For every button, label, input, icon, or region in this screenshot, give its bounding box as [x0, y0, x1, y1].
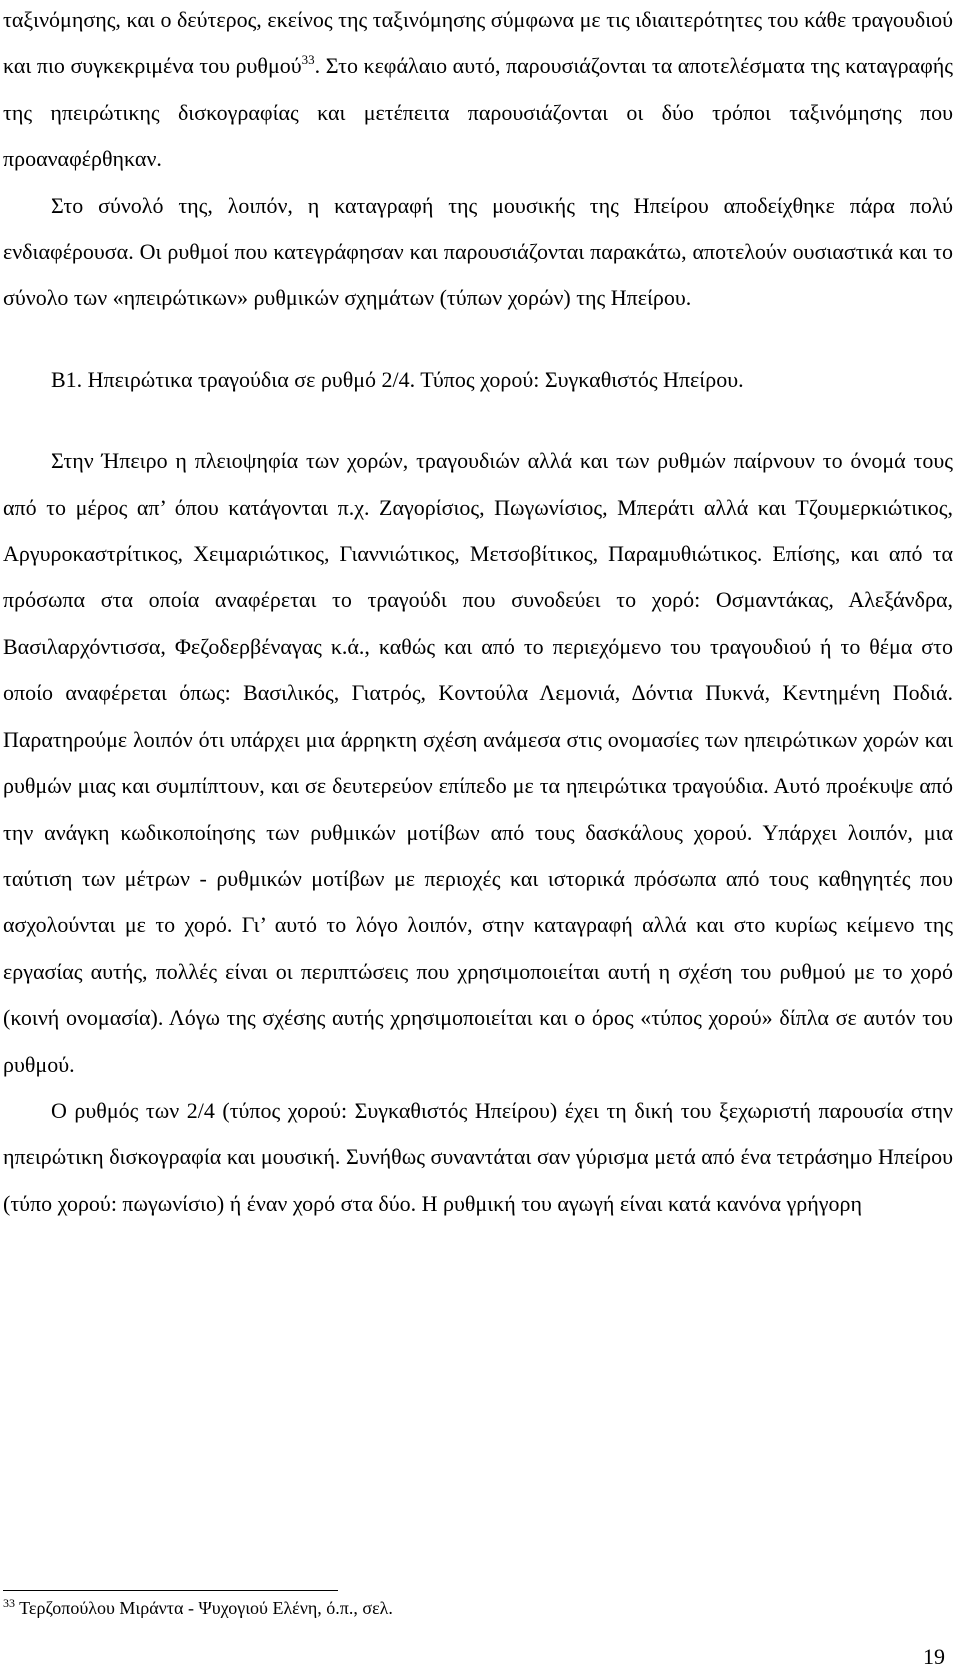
footnote-separator: [3, 1590, 338, 1591]
footnote-number: 33: [3, 1596, 15, 1610]
footnote: [3, 1597, 393, 1619]
paragraph-text: . Στο κεφάλαιο αυτό, παρουσιάζονται τα αποτελέσματα της καταγραφής της ηπειρώτικης δισκογραφίας και μετέπειτα παρουσιάζονται οι δύο τρόποι ταξινόμησης που προαναφέρθηκαν.: [3, 53, 954, 172]
paragraph-text: ταξινόμησης, και ο δεύτερος, εκείνος της ταξινόμησης σύμφωνα με τις ιδιαιτερότητες του κάθε τραγουδιού και πιο συγκεκριμένα του ρυθμού: [3, 7, 953, 79]
page-number: 19: [923, 1644, 945, 1669]
section-heading: Β1. Ηπειρώτικα τραγούδια σε ρυθμό 2/4. Τύπος χορού: Συγκαθιστός Ηπείρου.: [51, 366, 744, 392]
paragraph: Στο σύνολό της, λοιπόν, η καταγραφή της μουσικής της Ηπείρου αποδείχθηκε πάρα πολύ ενδιαφέρουσα. Οι ρυθμοί που κατεγράφησαν και παρουσιάζονται παρακάτω, αποτελούν ουσιαστικά και το σύνολο των «ηπειρώτικων» ρυθμικών σχημάτων (τύπων χορών) της Ηπείρου.: [3, 192, 953, 311]
paragraph: Στην Ήπειρο η πλειοψηφία των χορών, τραγουδιών αλλά και των ρυθμών παίρνουν το όνομά τους από το μέρος απ’ όπου κατάγονται π.χ. Ζαγορίσιος, Πωγωνίσιος, Μπεράτι αλλά και Τζουμερκιώτικος, Αργυροκαστρίτικος, Χειμαριώτικος, Γιαννιώτικος, Μετσοβίτικος, Παραμυθιώτικος. Επίσης, και από τα πρόσωπα στα οποία αναφέρεται το τραγούδι που συνοδεύει το χορό: Οσμαντάκας, Αλεξάνδρα, Βασιλαρχόντισσα, Φεζοδερβέναγας κ.ά., καθώς και από το περιεχόμενο του τραγουδιού ή το θέμα στο οποίο αναφέρεται όπως: Βασιλικός, Γιατρός, Κοντούλα Λεμονιά, Δόντια Πυκνά, Κεντημένη Ποδιά. Παρατηρούμε λοιπόν ότι υπάρχει μια άρρηκτη σχέση ανάμεσα στις ονομασίες των ηπειρώτικων χορών και ρυθμών μιας και συμπίπτουν, και σε δευτερεύον επίπεδο με τα ηπειρώτικα τραγούδια. Αυτό προέκυψε από την ανάγκη κωδικοποίησης των ρυθμικών μοτίβων από τους δασκάλους χορού. Υπάρχει λοιπόν, μια ταύτιση των μέτρων - ρυθμικών μοτίβων με περιοχές και ιστορικά πρόσωπα από τους καθηγητές που ασχολούνται με το χορό. Γι’ αυτό το λόγο λοιπόν, στην καταγραφή αλλά και στο κυρίως κείμενο της εργασίας αυτής, πολλές είναι οι περιπτώσεις που χρησιμοποιείται αυτή η σχέση του ρυθμού με το χορό (κοινή ονομασία). Λόγω της σχέσης αυτής χρησιμοποιείται και ο όρος «τύπος χορού» δίπλα σε αυτόν του ρυθμού.: [3, 448, 953, 1077]
footnote-reference[interactable]: 33: [301, 52, 315, 68]
paragraph-continued: [3, 0, 953, 183]
body-text: [3, 0, 953, 1227]
footnote-text: Τερζοπούλου Μιράντα - Ψυχογιού Ελένη, ό.π., σελ.: [15, 1598, 393, 1618]
paragraph: Ο ρυθμός των 2/4 (τύπος χορού: Συγκαθιστός Ηπείρου) έχει τη δική του ξεχωριστή παρουσία στην ηπειρώτικη δισκογραφία και μουσική. Συνήθως συναντάται σαν γύρισμα μετά από ένα τετράσημο Ηπείρου (τύπο χορού: πωγωνίσιο) ή έναν χορό στα δύο. Η ρυθμική του αγωγή είναι κατά κανόνα γρήγορη: [3, 1097, 953, 1216]
